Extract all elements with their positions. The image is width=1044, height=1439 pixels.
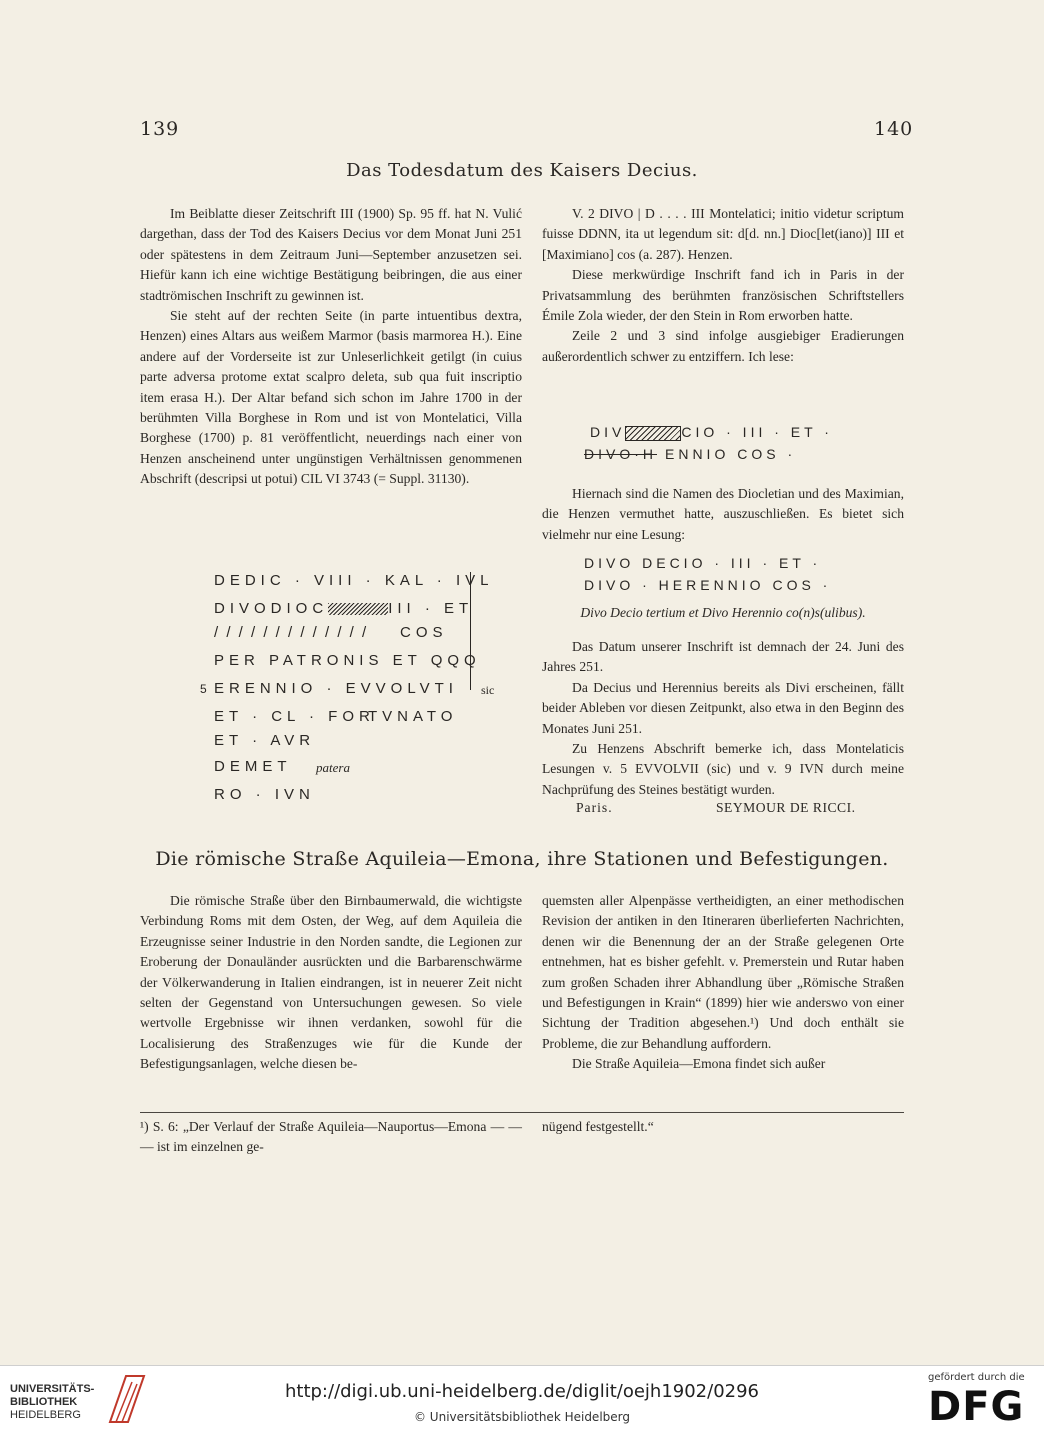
paragraph: Im Beiblatte dieser Zeitschrift III (1900) Sp. 95 ff. hat N. Vulić dargethan, dass der Tod des Kaisers Decius vor dem Monat Juni 251 oder spätestens in dem Zeitraum Juni—September anzusetzen sei. Hiefür kann ich eine wichtige Bestätigung beibringen, die aus einer stadtrömischen Inschrift zu gewinnen ist. <box>140 206 522 303</box>
copyright-text: © Universitätsbibliothek Heidelberg <box>413 1410 630 1424</box>
inscription-line-6b: TVNATO <box>368 708 458 725</box>
inscription-line-4: PER PATRONIS ET QQQ <box>214 652 481 669</box>
article1-right-column-mid <box>542 484 904 545</box>
place: Paris. <box>576 800 613 815</box>
page-number-left: 139 <box>140 118 180 140</box>
erasure-box <box>625 426 681 441</box>
logo-text: UNIVERSITÄTS- <box>10 1383 95 1395</box>
author: SEYMOUR DE RICCI. <box>716 800 856 815</box>
inscription-line-9: RO · IVN <box>214 786 315 803</box>
article1-right-column-top <box>542 204 904 367</box>
article-title-decius: Das Todesdatum des Kaisers Decius. <box>346 160 698 181</box>
line-number-5: 5 <box>200 682 207 696</box>
paragraph: Zu Henzens Abschrift bemerke ich, dass Montelaticis Lesungen v. 5 EVVOLVII (sic) und v. 9 IVN durch meine Nachprüfung des Steines bestätigt wurden. <box>542 741 904 797</box>
facsimile-line-1 <box>590 424 833 441</box>
inscription-erasure: / / / / / / / / / / / / / <box>214 624 369 641</box>
inscription-edge-line <box>470 572 471 690</box>
inscription-cos: COS <box>400 624 448 641</box>
article2-left-column <box>140 891 522 1075</box>
latin-reading: Divo Decio tertium et Divo Herennio co(n)s(ulibus). <box>580 605 866 620</box>
paragraph: quemsten aller Alpenpässe vertheidigten, an einer methodischen Revision der antiken in den Itineraren überlieferten Nachrichten, denen wir die Benennung der an der Straße gelegenen Orte entnehmen, hat es bisher gefehlt. v. Premerstein und Rutar haben zum großen Schaden ihrer Abhandlung über „Römische Straßen und Befestigungen in Krain“ (1899) hier wie anderswo von einer Sichtung der Tradition abgesehen.¹) Und doch enthält sie Probleme, die zur Behandlung auffordern. <box>542 893 904 1051</box>
inscription-text: III · ET <box>388 600 474 617</box>
inscription-line-1: DEDIC · VIII · KAL · IVL <box>214 572 494 589</box>
permalink-url[interactable]: http://digi.ub.uni-heidelberg.de/diglit/oejh1902/0296 <box>284 1381 760 1402</box>
facsimile-text: CIO · III · ET · <box>681 424 833 440</box>
sic-note: sic <box>481 683 495 697</box>
logo-text: HEIDELBERG <box>10 1409 81 1421</box>
article-title-aquileia: Die römische Straße Aquileia—Emona, ihre Stationen und Befestigungen. <box>155 848 889 870</box>
inscription-line-6a: ET · CL · FOR <box>214 708 375 725</box>
article1-left-column <box>140 204 522 490</box>
patera-note: patera <box>316 760 350 775</box>
funding-text: gefördert durch die <box>928 1372 1025 1383</box>
inscription-line-5: ERENNIO · EVVOLVTI <box>214 680 458 697</box>
footnote-rule <box>140 1112 904 1113</box>
paragraph: Zeile 2 und 3 sind infolge ausgiebiger Eradierungen außerordentlich schwer zu entziffern. Ich lese: <box>542 328 904 364</box>
reading-line-2: DIVO · HERENNIO COS · <box>584 577 832 593</box>
logo-text: BIBLIOTHEK <box>10 1396 78 1408</box>
article2-right-column <box>542 891 904 1075</box>
facsimile-erased-text: DIVO·H <box>584 446 657 462</box>
inscription-line-2 <box>214 600 473 617</box>
paragraph: V. 2 DIVO | D . . . . III Montelatici; initio videtur scriptum fuisse DDNN, ita ut legendum sit: d[d. nn.] Dioc[let(iano)] III et [Maximiano] cos (a. 287). Henzen. <box>542 206 904 262</box>
footer-bar <box>0 1365 1044 1439</box>
erasure-hatching <box>328 603 388 615</box>
paragraph: Die Straße Aquileia—Emona findet sich außer <box>572 1056 826 1072</box>
page-number-right: 140 <box>874 118 914 140</box>
inscription-line-7: ET · AVR <box>214 732 316 749</box>
paragraph: Hiernach sind die Namen des Diocletian und des Maximian, die Henzen vermuthet hatte, auszuschließen. Es bietet sich vielmehr nur eine Lesung: <box>542 486 904 542</box>
inscription-line-8: DEMET <box>214 758 292 775</box>
facsimile-text: DIV <box>590 424 626 440</box>
inscription-line-3 <box>214 624 368 641</box>
paragraph: Diese merkwürdige Inschrift fand ich in Paris in der Privatsammlung des berühmten französischen Schriftstellers Émile Zola wieder, der den Stein in Rom erworben hatte. <box>542 267 904 324</box>
footnote-right: nügend festgestellt.“ <box>542 1119 654 1134</box>
article1-right-column-bottom <box>542 637 904 800</box>
reading-line-1: DIVO DECIO · III · ET · <box>584 555 822 571</box>
paragraph: Das Datum unserer Inschrift ist demnach der 24. Juni des Jahres 251. <box>542 639 904 675</box>
paragraph: Die römische Straße über den Birnbaumerwald, die wichtigste Verbindung Roms mit dem Osten, der Weg, auf dem Aquileia die Erzeugnisse seiner Industrie in den Norden sandte, die Legionen zur Eroberung der Donauländer ausrückten und die Barbarenschwärme der Völkerwanderung in Italien eindrangen, ist in neuerer Zeit nicht selten der Gegenstand von Untersuchungen gewesen. So viele wertvolle Ergebnisse wir ihnen verdanken, sowohl für die Localisierung des Straßenzuges wie für die Kunde der Befestigungsanlagen, welche diesen be- <box>140 893 522 1072</box>
paragraph: Da Decius und Herennius bereits als Divi erscheinen, fällt beider Ableben vor diesen Zeitpunkt, also etwa in den Beginn des Monates Juni 251. <box>542 679 904 736</box>
dfg-logo[interactable]: DFG <box>928 1384 1025 1430</box>
footnote-left: ¹) S. 6: „Der Verlauf der Straße Aquileia—Nauportus—Emona — — — ist im einzelnen ge- <box>140 1119 522 1154</box>
inscription-text: DIVODIOC <box>214 600 329 617</box>
facsimile-line-2 <box>584 446 796 462</box>
facsimile-text: ENNIO COS · <box>665 446 797 462</box>
paragraph: Sie steht auf der rechten Seite (in parte intuentibus dextra, Henzen) eines Altars aus weißem Marmor (basis marmorea H.). Eine andere auf der Vorderseite ist zur Unleserlichkeit getilgt (in cuius parte adversa protome extat scalpro deleta, sub qua fuit inscriptio item erasa H.). Der Altar befand sich schon im Jahre 1700 in der berühmten Villa Borghese in Rom und ist von Montelatici, Villa Borghese (1700) p. 81 veröffentlicht, neuerdings nach einer von Henzen anscheinend unter ungünstigen Verhältnissen genommenen Abschrift (descripsi ut potui) CIL VI 3743 (= Suppl. 31130). <box>140 308 522 487</box>
